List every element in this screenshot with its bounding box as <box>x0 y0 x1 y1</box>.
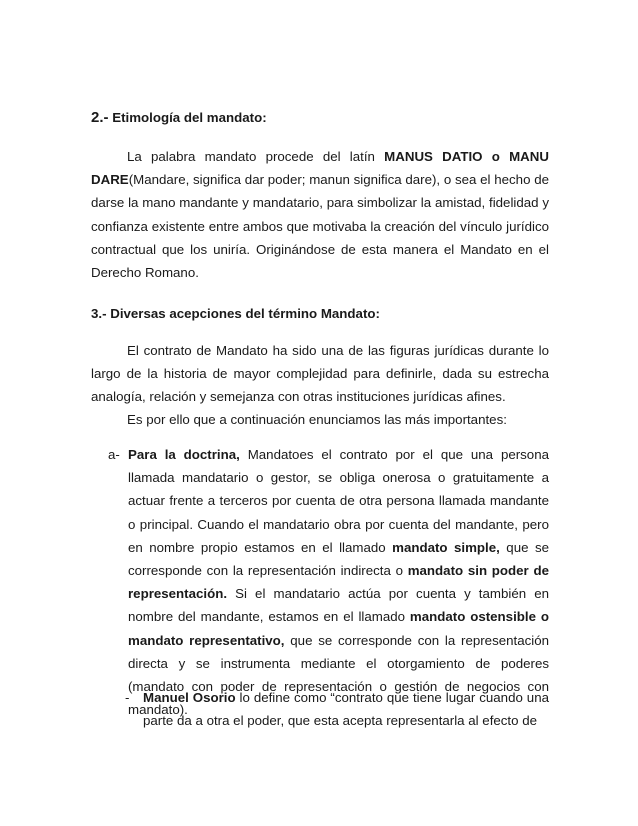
text-run: Mandatoes el contrato por el que una persona llamada mandatario o gestor, se obliga onerosa o gratuitamente a actuar frente a terceros por cuenta de otra persona llamada mandante o principal. Cuando el mandatario obra por cuenta del mandante, pero en nombre propio estamos en el llamado <box>128 447 549 555</box>
bold-run: MANUS DATIO o MANU DARE <box>91 149 549 188</box>
section-2-number: 2.- <box>91 109 109 126</box>
section-3-title: 3.- Diversas acepciones del término Mandato: <box>91 306 380 321</box>
sub-list-item-body <box>143 686 549 732</box>
text-run: La palabra mandato procede del latín <box>127 149 385 164</box>
section-2-title: Etimología del mandato: <box>112 110 267 125</box>
list-item-body <box>128 443 549 721</box>
text-run: Si el mandatario actúa por cuenta y también en nombre del mandante, estamos en el llamado <box>128 586 549 625</box>
bold-run: mandato simple, <box>392 539 500 555</box>
bold-run: mandato ostensible o mandato representativo, <box>128 609 549 648</box>
bold-run: Manuel Osorio <box>143 690 236 705</box>
bold-run: Para la doctrina, <box>128 447 240 462</box>
section-3-paragraph-1: El contrato de Mandato ha sido una de las figuras jurídicas durante lo largo de la historia de mayor complejidad para definirle, dada su estrecha analogía, relación y semejanza con otras instituciones jurídicas afines. <box>91 343 549 405</box>
text-run: (Mandare, significa dar poder; manun significa dare), o sea el hecho de darse la mano mandante y mandatario, para simbolizar la amistad, fidelidad y confianza existente entre ambos que motivaba la creación del vínculo jurídico contractual que los uniría. Originándose de esta manera el Mandato en el Derecho Romano. <box>91 172 549 281</box>
text-run: lo define como “contrato que tiene lugar cuando una parte da a otra el poder, que esta acepta representarla al efecto de <box>143 690 549 729</box>
text-run: que se corresponde con la representación indirecta o <box>128 539 550 579</box>
sub-list-marker: - <box>125 690 130 705</box>
bold-run: mandato sin poder de representación. <box>128 563 549 602</box>
section-2-paragraph <box>91 145 549 284</box>
section-2-heading <box>91 110 267 126</box>
list-marker: a- <box>108 447 120 462</box>
section-3-heading <box>91 306 380 322</box>
text-run: que se corresponde con la representación directa y se instrumenta mediante el otorgamiento de poderes (mandato con poder de representación o gestión de negocios con mandato). <box>128 632 549 718</box>
section-3-paragraph-2: Es por ello que a continuación enunciamos las más importantes: <box>127 412 507 427</box>
